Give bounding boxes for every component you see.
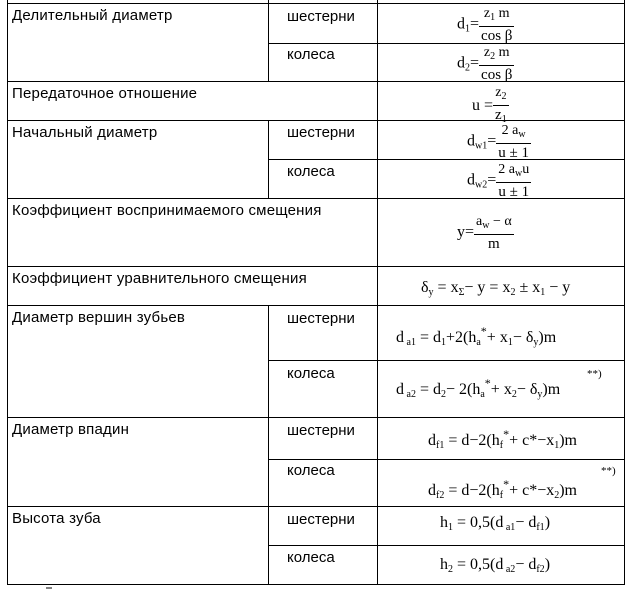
pinion-label: шестерни	[287, 124, 355, 141]
footnote-mark: **)	[587, 368, 602, 380]
gear-label: колеса	[287, 365, 335, 382]
param-gear-ratio: Передаточное отношение	[12, 85, 198, 102]
pinion-label: шестерни	[287, 8, 355, 25]
formula-y: y= $\frac{a_w - \alpha}{m}$	[457, 214, 512, 252]
formula-da2: d a2 = d2− 2(ha*+ x2− δy)m	[396, 376, 561, 400]
formula-h2: h2 = 0,5(d a2− df2)	[440, 556, 551, 575]
formula-delta-y: δy = xΣ− y = x2 ± x1 − y	[421, 279, 571, 298]
formula-df1: df1 = d−2(hf*+ c*−x1)m	[428, 427, 577, 451]
gear-label: колеса	[287, 549, 335, 566]
footnote-mark: **)	[601, 465, 616, 477]
gear-label: колеса	[287, 46, 335, 63]
formula-d1: d1= $\frac{z_1 m}{\text{cos β}}$	[457, 6, 513, 44]
param-equalizing-shift: Коэффициент уравнительного смещения	[12, 270, 307, 287]
param-working-diameter: Начальный диаметр	[12, 124, 158, 141]
formula-u: u = $\frac{z_2}{z_1}$	[472, 85, 507, 125]
param-perceived-shift: Коэффициент воспринимаемого смещения	[12, 202, 322, 219]
param-root-diameter: Диаметр впадин	[12, 421, 130, 438]
formula-h1: h1 = 0,5(d a1− df1)	[440, 514, 551, 533]
pinion-label: шестерни	[287, 422, 355, 439]
formula-d2: d2= $\frac{z_2 m}{\text{cos β}}$	[457, 45, 513, 83]
formula-dw1: dw1= $\frac{2 a_w}{u \pm 1}$	[467, 123, 529, 161]
param-pitch-diameter: Делительный диаметр	[12, 7, 173, 24]
formula-da1: d a1 = d1+2(ha*+ x1− δy)m	[396, 324, 557, 348]
gear-label: колеса	[287, 163, 335, 180]
formula-df2: df2 = d−2(hf*+ c*−x2)m	[428, 477, 577, 501]
param-tip-diameter: Диаметр вершин зубьев	[12, 309, 186, 326]
param-tooth-height: Высота зуба	[12, 510, 101, 527]
formula-dw2: dw2= $\frac{2 a_wu}{u \pm 1}$	[467, 162, 530, 200]
pinion-label: шестерни	[287, 310, 355, 327]
pinion-label: шестерни	[287, 511, 355, 528]
gear-label: колеса	[287, 462, 335, 479]
